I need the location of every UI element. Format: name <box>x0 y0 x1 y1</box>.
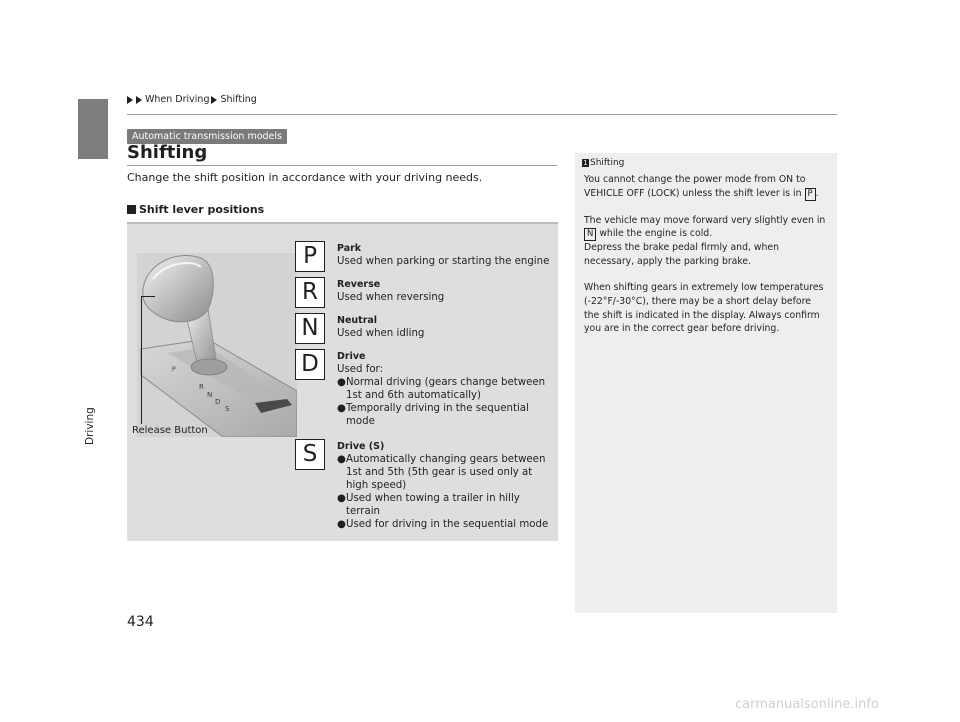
list-item-text: Temporally driving in the sequential mode <box>346 403 529 427</box>
position-text: Used when idling <box>337 328 425 339</box>
list-item-text: Used for driving in the sequential mode <box>346 519 549 530</box>
note-text: while the engine is cold. <box>599 228 713 240</box>
list-item <box>337 453 555 492</box>
note-paragraph <box>584 214 829 269</box>
list-item <box>337 492 555 518</box>
position-text: Used when parking or starting the engine <box>337 256 550 267</box>
position-glyph-s: S <box>295 439 325 470</box>
page-title: Shifting <box>127 142 208 163</box>
page-number: 434 <box>127 614 154 630</box>
note-text: Depress the brake pedal firmly and, when necessary, apply the parking brake. <box>584 242 779 267</box>
position-heading: Drive <box>337 351 366 362</box>
model-badge: Automatic transmission models <box>127 129 287 144</box>
position-desc-drive-s <box>337 440 555 531</box>
position-glyph-p: P <box>295 241 325 272</box>
note-heading <box>582 158 624 168</box>
list-item-text: Used when towing a trailer in hilly terrain <box>346 493 520 517</box>
position-heading: Park <box>337 243 362 254</box>
callout-line <box>141 296 155 297</box>
note-body <box>584 173 829 349</box>
note-text: . <box>815 187 819 199</box>
breadcrumb-arrow-icon <box>136 96 142 104</box>
position-glyph-n: N <box>295 313 325 344</box>
position-heading: Drive (S) <box>337 441 385 452</box>
side-tab <box>78 99 108 380</box>
watermark: carmanualsonline.info <box>735 697 879 712</box>
position-desc-neutral <box>337 314 555 340</box>
side-tab-label: Driving <box>84 407 96 445</box>
intro-text: Change the shift position in accordance with your driving needs. <box>127 171 483 184</box>
lever-mark-r: R <box>199 383 204 391</box>
side-tab-marker <box>78 99 108 159</box>
bullet-icon: ● <box>337 377 346 388</box>
list-item <box>337 518 555 531</box>
position-desc-park <box>337 242 555 268</box>
bullet-icon: ● <box>337 454 346 465</box>
title-divider <box>127 165 557 166</box>
note-paragraph <box>584 173 829 201</box>
gear-key-p: P <box>805 188 816 201</box>
note-text: You cannot change the power mode from ON to VEHICLE OFF (LOCK) unless the shift lever is in <box>584 174 806 199</box>
shift-lever-illustration <box>137 253 297 437</box>
breadcrumb-item[interactable]: Shifting <box>220 94 257 105</box>
gear-key-n: N <box>584 228 596 241</box>
position-glyph-r: R <box>295 277 325 308</box>
square-bullet-icon <box>127 205 136 214</box>
list-item-text: Automatically changing gears between 1st and 5th (5th gear is used only at high speed) <box>346 454 546 491</box>
breadcrumb-arrow-icon <box>127 96 133 104</box>
lever-mark-d: D <box>215 398 221 406</box>
position-text: Used for: <box>337 364 383 375</box>
shift-lever-icon <box>137 253 297 437</box>
position-desc-drive <box>337 350 555 428</box>
bullet-icon: ● <box>337 519 346 530</box>
list-item <box>337 402 555 428</box>
section-heading <box>127 203 264 216</box>
note-text: The vehicle may move forward very slightly even in <box>584 214 826 226</box>
note-paragraph: When shifting gears in extremely low temperatures (-22°F/-30°C), there may be a short delay before the shift is indicated in the display. Always confirm you are in the correct gear before driving. <box>584 282 824 335</box>
position-desc-reverse <box>337 278 555 304</box>
breadcrumb-item[interactable]: When Driving <box>145 94 210 105</box>
bullet-icon: ● <box>337 403 346 414</box>
note-heading-text: Shifting <box>590 158 625 168</box>
note-number: 1 <box>583 159 588 167</box>
breadcrumb-arrow-icon <box>211 96 217 104</box>
section-heading-text: Shift lever positions <box>139 203 265 216</box>
position-heading: Neutral <box>337 315 378 326</box>
callout-line <box>141 296 142 424</box>
bullet-icon: ● <box>337 493 346 504</box>
breadcrumb <box>127 94 257 105</box>
release-button-label: Release Button <box>132 425 208 436</box>
position-glyph-d: D <box>295 349 325 380</box>
lever-mark-n: N <box>207 391 213 399</box>
position-heading: Reverse <box>337 279 381 290</box>
lever-mark-s: S <box>225 405 230 413</box>
list-item <box>337 376 555 402</box>
position-text: Used when reversing <box>337 292 445 303</box>
list-item-text: Normal driving (gears change between 1st and 6th automatically) <box>346 377 546 401</box>
lever-mark-p: P <box>172 366 176 373</box>
header-divider <box>127 114 837 115</box>
